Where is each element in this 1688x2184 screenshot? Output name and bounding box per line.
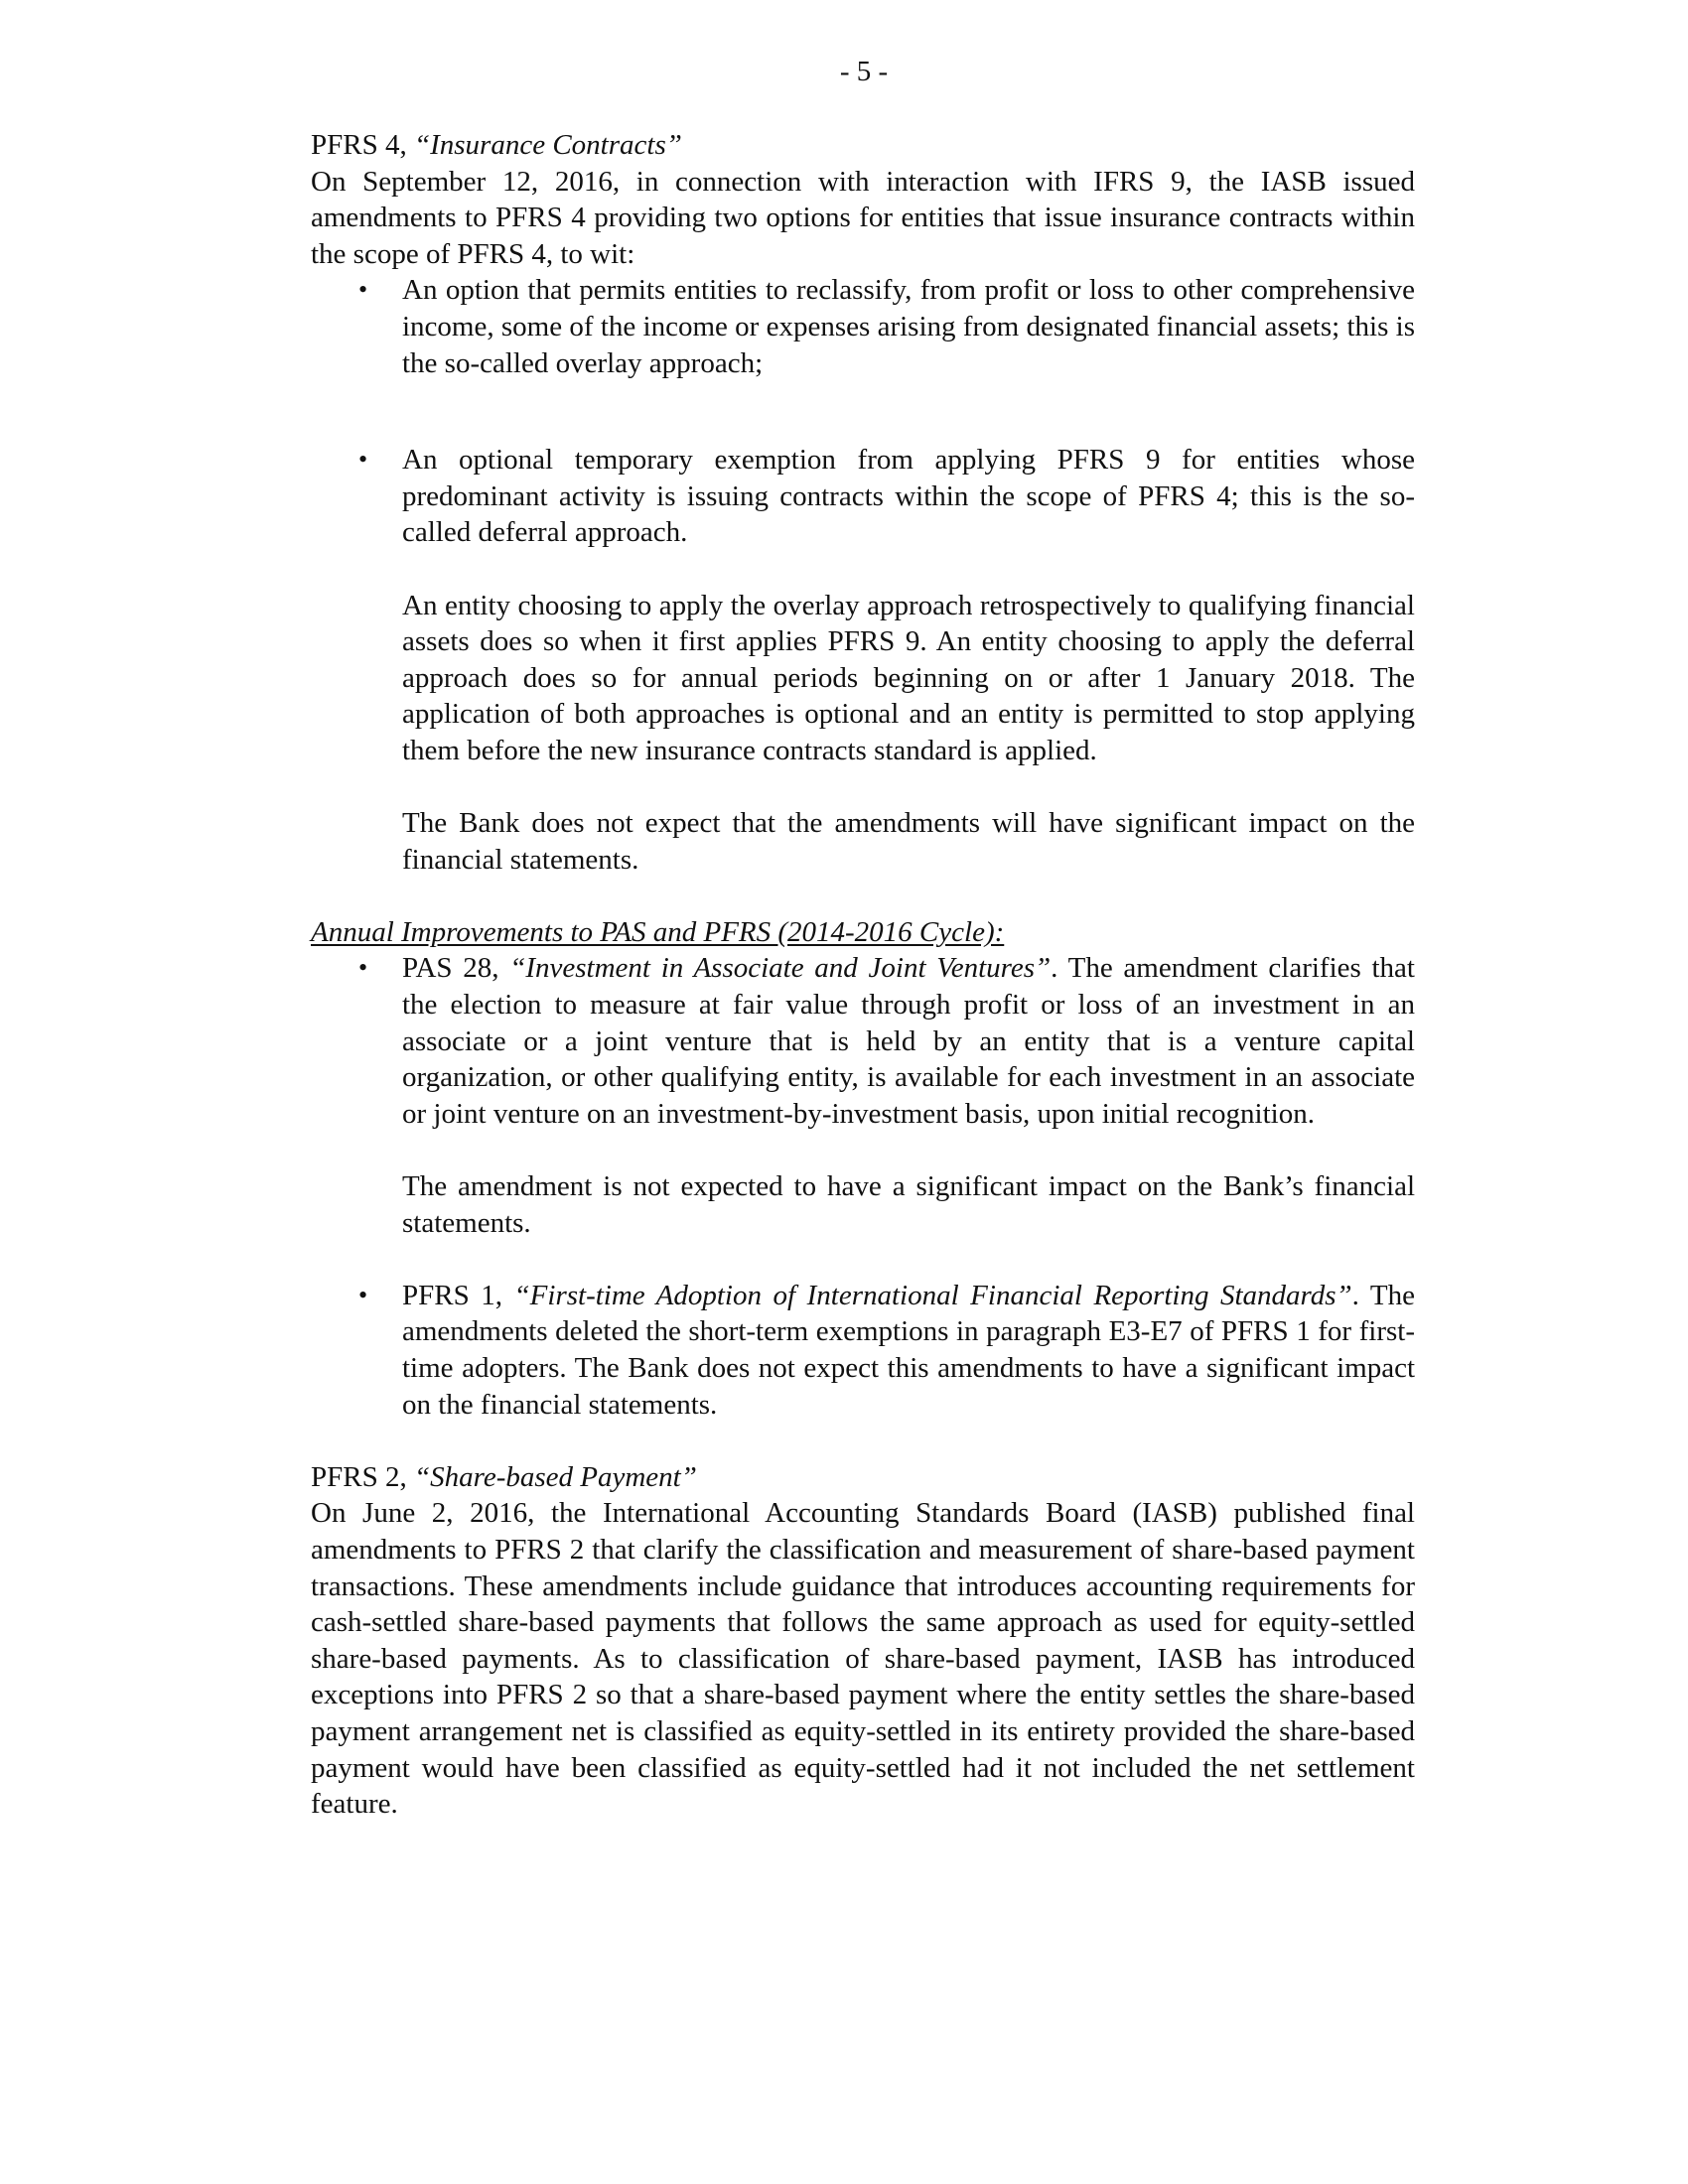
spacer xyxy=(311,428,1415,442)
title-prefix: PFRS 2, xyxy=(311,1460,414,1493)
document-body xyxy=(311,127,1415,1823)
bullet-icon: • xyxy=(358,445,368,475)
list-item xyxy=(311,272,1415,381)
pfrs4-overlay-paragraph: An entity choosing to apply the overlay approach retrospectively to qualifying financial assets does so when it first applies PFRS 9. An entity choosing to apply the deferral approach does so for annual periods beginning on or after 1 January 2018. The application of both approaches is optional and an entity is permitted to stop applying them before the new insurance contracts standard is applied. xyxy=(402,589,1415,766)
pfrs4-impact-paragraph: The Bank does not expect that the amendments will have significant impact on the financial statements. xyxy=(402,807,1415,876)
title-italic: “Insurance Contracts” xyxy=(413,129,682,161)
section-annual-improvements xyxy=(311,914,1415,1423)
page-number: - 5 - xyxy=(839,56,889,87)
title-italic: “Share-based Payment” xyxy=(413,1460,697,1493)
list-item-text: . The amendments deleted the short-term exemptions in paragraph E3-E7 of PFRS 1 for first-time adopters. The Bank does not expect this amendments to have a significant impact on the financial statements. xyxy=(402,1279,1416,1421)
section-title-pfrs2 xyxy=(311,1459,1415,1496)
spacer xyxy=(311,878,1415,914)
pfrs4-intro: On September 12, 2016, in connection with interaction with IFRS 9, the IASB issued amendments to PFRS 4 providing two options for entities that issue insurance contracts within the scope of PFRS 4, to wit: xyxy=(311,165,1415,270)
section-pfrs2 xyxy=(311,1459,1415,1823)
list-item xyxy=(311,950,1415,1132)
list-item-italic: “Investment in Associate and Joint Ventures” xyxy=(509,952,1052,985)
list-item xyxy=(311,1278,1415,1423)
list-item-text: An optional temporary exemption from applying PFRS 9 for entities whose predominant activity is issuing contracts within the scope of PFRS 4; this is the so-called deferral approach. xyxy=(402,444,1415,549)
section-pfrs4 xyxy=(311,127,1415,878)
spacer xyxy=(311,1423,1415,1459)
spacer xyxy=(311,1241,1415,1278)
section-heading-annual-improvements: Annual Improvements to PAS and PFRS (2014-2016 Cycle): xyxy=(311,915,1005,948)
list-item-italic: “First-time Adoption of International Financial Reporting Standards” xyxy=(513,1279,1352,1311)
title-prefix: PFRS 4, xyxy=(311,129,414,161)
spacer xyxy=(311,769,1415,806)
section-title-pfrs4 xyxy=(311,127,1415,164)
list-item-prefix: PFRS 1, xyxy=(402,1279,514,1311)
spacer xyxy=(311,551,1415,588)
spacer xyxy=(311,381,1415,428)
list-item-text: . The amendment clarifies that the election to measure at fair value through profit or loss of an investment in an associate or a joint venture that is held by an entity that is a venture capital organization, or other qualifying entity, is available for each investment in an associate or joint venture on an investment-by-investment basis, upon initial recognition. xyxy=(402,952,1415,1130)
list-item-prefix: PAS 28, xyxy=(402,952,510,985)
list-item-text: An option that permits entities to reclassify, from profit or loss to other comprehensive income, some of the income or expenses arising from designated financial assets; this is the so-called overlay approach; xyxy=(402,274,1415,379)
spacer xyxy=(311,1132,1415,1168)
bullet-icon: • xyxy=(358,1280,368,1309)
pfrs2-body: On June 2, 2016, the International Accounting Standards Board (IASB) published final amendments to PFRS 2 that clarify the classification and measurement of share-based payment transactions. These amendments include guidance that introduces accounting requirements for cash-settled share-based payments that follows the same approach as used for equity-settled share-based payments. As to classification of share-based payment, IASB has introduced exceptions into PFRS 2 so that a share-based payment where the entity settles the share-based payment arrangement net is classified as equity-settled in its entirety provided the share-based payment would have been classified as equity-settled had it not included the net settlement feature. xyxy=(311,1497,1415,1821)
list-item xyxy=(311,442,1415,551)
bullet-icon: • xyxy=(358,275,368,305)
pas28-follow-up: The amendment is not expected to have a significant impact on the Bank’s financial statements. xyxy=(402,1170,1415,1239)
bullet-icon: • xyxy=(358,953,368,983)
